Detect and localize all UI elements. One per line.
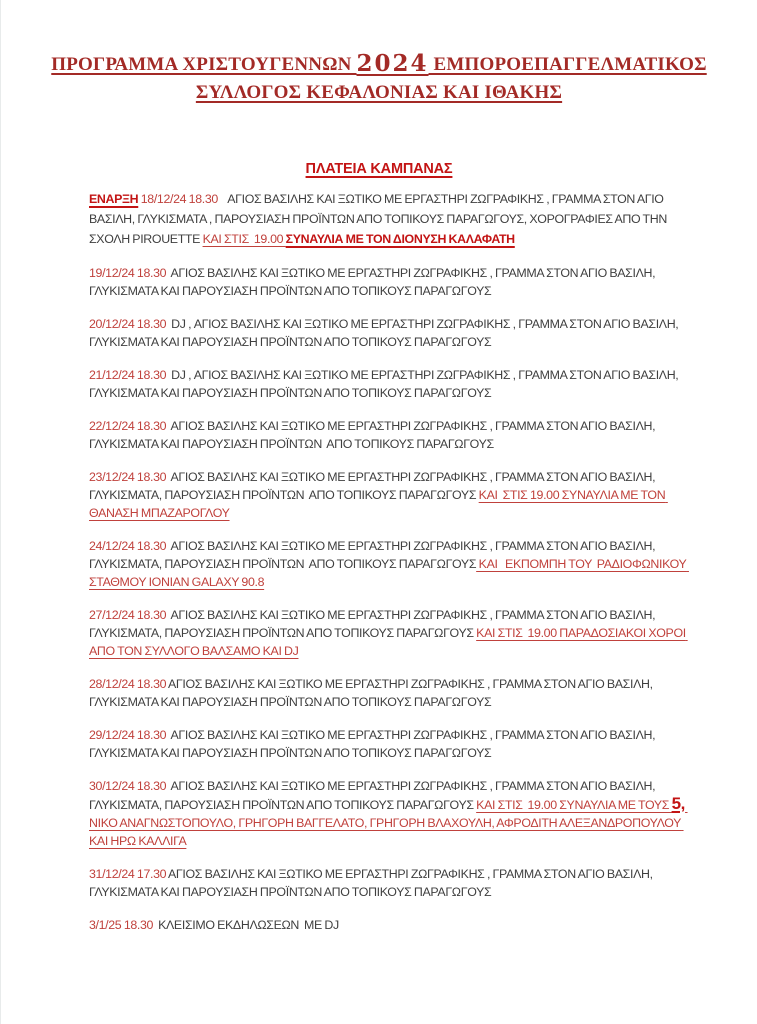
entry-description: ΑΓΙΟΣ ΒΑΣΙΛΗΣ ΚΑΙ ΞΩΤΙΚΟ ΜΕ ΕΡΓΑΣΤΗΡΙ ΖΩΓΡΑΦΙΚΗΣ , ΓΡΑΜΜΑ ΣΤΟΝ ΑΓΙΟ ΒΑΣΙΛΗ, ΓΛΥΚΙΣΜΑΤΑ, ΠΑΡΟΥΣΙΑΣΗ ΠΡΟΪΝΤΩΝ ΑΠΟ ΤΟΠΙΚΟΥΣ ΠΑΡΑΓΩΓΟΥΣ <box>89 608 658 640</box>
entry-datetime: 30/12/24 18.30 <box>89 779 167 793</box>
title-text-pre: ΠΡΟΓΡΑΜΜΑ ΧΡΙΣΤΟΥΓΕΝΝΩΝ <box>51 54 357 75</box>
entry-description: ΑΓΙΟΣ ΒΑΣΙΛΗΣ ΚΑΙ ΞΩΤΙΚΟ ΜΕ ΕΡΓΑΣΤΗΡΙ ΖΩΓΡΑΦΙΚΗΣ , ΓΡΑΜΜΑ ΣΤΟΝ ΑΓΙΟ ΒΑΣΙΛΗ, ΓΛΥΚΙΣΜΑΤΑ ΚΑΙ ΠΑΡΟΥΣΙΑΣΗ ΠΡΟΪΝΤΩΝ ΑΠΟ ΤΟΠΙΚΟΥΣ ΠΑΡΑΓΩΓΟΥΣ <box>89 728 658 760</box>
entry-datetime: 27/12/24 18.30 <box>89 608 167 622</box>
entry-datetime: 20/12/24 18.30 <box>89 317 167 331</box>
schedule-entry <box>89 675 701 711</box>
schedule-entry <box>89 537 701 591</box>
entry-datetime: 22/12/24 18.30 <box>89 419 167 433</box>
entry-highlight: ΚΑΙ ΣΤΙΣ 19.00 <box>202 232 286 246</box>
title-year: 2024 <box>356 50 429 77</box>
entry-description: DJ , ΑΓΙΟΣ ΒΑΣΙΛΗΣ ΚΑΙ ΞΩΤΙΚΟ ΜΕ ΕΡΓΑΣΤΗΡΙ ΖΩΓΡΑΦΙΚΗΣ , ΓΡΑΜΜΑ ΣΤΟΝ ΑΓΙΟ ΒΑΣΙΛΗ, ΓΛΥΚΙΣΜΑΤΑ ΚΑΙ ΠΑΡΟΥΣΙΑΣΗ ΠΡΟΪΝΤΩΝ ΑΠΟ ΤΟΠΙΚΟΥΣ ΠΑΡΑΓΩΓΟΥΣ <box>89 317 681 349</box>
entry-datetime: 23/12/24 18.30 <box>89 470 167 484</box>
entry-description: ΑΓΙΟΣ ΒΑΣΙΛΗΣ ΚΑΙ ΞΩΤΙΚΟ ΜΕ ΕΡΓΑΣΤΗΡΙ ΖΩΓΡΑΦΙΚΗΣ , ΓΡΑΜΜΑ ΣΤΟΝ ΑΓΙΟ ΒΑΣΙΛΗ, ΓΛΥΚΙΣΜΑΤΑ, ΠΑΡΟΥΣΙΑΣΗ ΠΡΟΪΝΤΩΝ ΑΠΟ ΤΟΠΙΚΟΥΣ ΠΑΡΑΓΩΓΟΥΣ <box>89 539 658 571</box>
entry-description: ΚΛΕΙΣΙΜΟ ΕΚΔΗΛΩΣΕΩΝ ΜΕ DJ <box>153 918 339 932</box>
entry-datetime: 3/1/25 18.30 <box>89 918 154 932</box>
entry-datetime: 28/12/24 18.30 <box>89 677 167 691</box>
schedule-entry <box>89 606 701 660</box>
entry-highlight: ΚΑΙ ΣΤΙΣ 19.00 ΣΥΝΑΥΛΙΑ ΜΕ ΤΟΝ ΘΑΝΑΣΗ ΜΠΑΖΑΡΟΓΛΟΥ <box>89 488 668 520</box>
entry-description: ΑΓΙΟΣ ΒΑΣΙΛΗΣ ΚΑΙ ΞΩΤΙΚΟ ΜΕ ΕΡΓΑΣΤΗΡΙ ΖΩΓΡΑΦΙΚΗΣ , ΓΡΑΜΜΑ ΣΤΟΝ ΑΓΙΟ ΒΑΣΙΛΗ, ΓΛΥΚΙΣΜΑΤΑ , ΠΑΡΟΥΣΙΑΣΗ ΠΡΟΪΝΤΩΝ ΑΠΟ ΤΟΠΙΚΟΥΣ ΠΑΡΑΓΩΓΟΥΣ, ΧΟΡΟΓΡΑΦΙΕΣ ΑΠΟ ΤΗΝ ΣΧΟΛΗ PIROUETTE <box>89 192 670 246</box>
schedule-entry <box>89 189 701 249</box>
document-title <box>1 0 757 107</box>
schedule-entry <box>89 468 701 522</box>
schedule-entry <box>89 865 701 901</box>
title-text-line2: ΣΥΛΛΟΓΟΣ ΚΕΦΑΛΟΝΙΑΣ ΚΑΙ ΙΘΑΚΗΣ <box>195 82 563 103</box>
section-heading <box>1 161 757 177</box>
entry-datetime: 19/12/24 18.30 <box>89 266 167 280</box>
entry-datetime: 24/12/24 18.30 <box>89 539 167 553</box>
document-title-line1 <box>1 50 757 79</box>
schedule-entry <box>89 264 701 300</box>
entry-highlight: ΝΙΚΟ ΑΝΑΓΝΩΣΤΟΠΟΥΛΟ, ΓΡΗΓΟΡΗ ΒΑΓΓΕΛΑΤΟ, ΓΡΗΓΟΡΗ ΒΛΑΧΟΥΛΗ, ΑΦΡΟΔΙΤΗ ΑΛΕΞΑΝΔΡΟΠΟΥΛΟΥ ΚΑΙ ΗΡΩ ΚΑΛΛΙΓΑ <box>89 798 688 848</box>
entry-highlight-number: 5, <box>671 794 686 813</box>
entry-description: ΑΓΙΟΣ ΒΑΣΙΛΗΣ ΚΑΙ ΞΩΤΙΚΟ ΜΕ ΕΡΓΑΣΤΗΡΙ ΖΩΓΡΑΦΙΚΗΣ , ΓΡΑΜΜΑ ΣΤΟΝ ΑΓΙΟ ΒΑΣΙΛΗ, ΓΛΥΚΙΣΜΑΤΑ, ΠΑΡΟΥΣΙΑΣΗ ΠΡΟΪΝΤΩΝ ΑΠΟ ΤΟΠΙΚΟΥΣ ΠΑΡΑΓΩΓΟΥΣ <box>89 779 658 812</box>
section-heading-label: ΠΛΑΤΕΙΑ ΚΑΜΠΑΝΑΣ <box>305 161 453 177</box>
schedule-entry <box>89 916 701 934</box>
schedule-entry <box>89 366 701 402</box>
entry-highlight: ΣΥΝΑΥΛΙΑ ΜΕ ΤΟΥΣ <box>559 798 672 812</box>
entry-datetime: 29/12/24 18.30 <box>89 728 167 742</box>
entry-description: ΑΓΙΟΣ ΒΑΣΙΛΗΣ ΚΑΙ ΞΩΤΙΚΟ ΜΕ ΕΡΓΑΣΤΗΡΙ ΖΩΓΡΑΦΙΚΗΣ , ΓΡΑΜΜΑ ΣΤΟΝ ΑΓΙΟ ΒΑΣΙΛΗ, ΓΛΥΚΙΣΜΑΤΑ, ΠΑΡΟΥΣΙΑΣΗ ΠΡΟΪΝΤΩΝ ΑΠΟ ΤΟΠΙΚΟΥΣ ΠΑΡΑΓΩΓΟΥΣ <box>89 470 658 502</box>
entry-description: ΑΓΙΟΣ ΒΑΣΙΛΗΣ ΚΑΙ ΞΩΤΙΚΟ ΜΕ ΕΡΓΑΣΤΗΡΙ ΖΩΓΡΑΦΙΚΗΣ , ΓΡΑΜΜΑ ΣΤΟΝ ΑΓΙΟ ΒΑΣΙΛΗ, ΓΛΥΚΙΣΜΑΤΑ ΚΑΙ ΠΑΡΟΥΣΙΑΣΗ ΠΡΟΪΝΤΩΝ ΑΠΟ ΤΟΠΙΚΟΥΣ ΠΑΡΑΓΩΓΟΥΣ <box>89 419 658 451</box>
schedule-entry <box>89 315 701 351</box>
schedule-entry <box>89 726 701 762</box>
entry-description: ΑΓΙΟΣ ΒΑΣΙΛΗΣ ΚΑΙ ΞΩΤΙΚΟ ΜΕ ΕΡΓΑΣΤΗΡΙ ΖΩΓΡΑΦΙΚΗΣ , ΓΡΑΜΜΑ ΣΤΟΝ ΑΓΙΟ ΒΑΣΙΛΗ, ΓΛΥΚΙΣΜΑΤΑ ΚΑΙ ΠΑΡΟΥΣΙΑΣΗ ΠΡΟΪΝΤΩΝ ΑΠΟ ΤΟΠΙΚΟΥΣ ΠΑΡΑΓΩΓΟΥΣ <box>89 677 656 709</box>
title-text-post: ΕΜΠΟΡΟΕΠΑΓΓΕΛΜΑΤΙΚΟΣ <box>428 54 707 75</box>
schedule-entries <box>89 189 701 934</box>
entry-datetime: 18/12/24 18.30 <box>138 192 218 206</box>
entry-highlight: ΚΑΙ ΣΤΙΣ 19.00 <box>476 798 560 812</box>
schedule-entry <box>89 417 701 453</box>
schedule-entry <box>89 777 701 850</box>
entry-description: DJ , ΑΓΙΟΣ ΒΑΣΙΛΗΣ ΚΑΙ ΞΩΤΙΚΟ ΜΕ ΕΡΓΑΣΤΗΡΙ ΖΩΓΡΑΦΙΚΗΣ , ΓΡΑΜΜΑ ΣΤΟΝ ΑΓΙΟ ΒΑΣΙΛΗ, ΓΛΥΚΙΣΜΑΤΑ ΚΑΙ ΠΑΡΟΥΣΙΑΣΗ ΠΡΟΪΝΤΩΝ ΑΠΟ ΤΟΠΙΚΟΥΣ ΠΑΡΑΓΩΓΟΥΣ <box>89 368 681 400</box>
entry-highlight-strong: ΣΥΝΑΥΛΙΑ ΜΕ ΤΟΝ ΔΙΟΝΥΣΗ ΚΑΛΑΦΑΤΗ <box>285 232 515 246</box>
entry-highlight: ΚΑΙ ΣΤΙΣ 19.00 ΠΑΡΑΔΟΣΙΑΚΟΙ ΧΟΡΟΙ ΑΠΟ ΤΟΝ ΣΥΛΛΟΓΟ ΒΑΛΣΑΜΟ ΚΑΙ DJ <box>89 626 688 658</box>
entry-highlight-strong: ΕΝΑΡΞΗ <box>89 192 139 206</box>
entry-description: ΑΓΙΟΣ ΒΑΣΙΛΗΣ ΚΑΙ ΞΩΤΙΚΟ ΜΕ ΕΡΓΑΣΤΗΡΙ ΖΩΓΡΑΦΙΚΗΣ , ΓΡΑΜΜΑ ΣΤΟΝ ΑΓΙΟ ΒΑΣΙΛΗ, ΓΛΥΚΙΣΜΑΤΑ ΚΑΙ ΠΑΡΟΥΣΙΑΣΗ ΠΡΟΪΝΤΩΝ ΑΠΟ ΤΟΠΙΚΟΥΣ ΠΑΡΑΓΩΓΟΥΣ <box>89 266 658 298</box>
entry-datetime: 31/12/24 17.30 <box>89 867 167 881</box>
entry-description: ΑΓΙΟΣ ΒΑΣΙΛΗΣ ΚΑΙ ΞΩΤΙΚΟ ΜΕ ΕΡΓΑΣΤΗΡΙ ΖΩΓΡΑΦΙΚΗΣ , ΓΡΑΜΜΑ ΣΤΟΝ ΑΓΙΟ ΒΑΣΙΛΗ, ΓΛΥΚΙΣΜΑΤΑ ΚΑΙ ΠΑΡΟΥΣΙΑΣΗ ΠΡΟΪΝΤΩΝ ΑΠΟ ΤΟΠΙΚΟΥΣ ΠΑΡΑΓΩΓΟΥΣ <box>89 867 656 899</box>
entry-highlight: ΚΑΙ ΕΚΠΟΜΠΗ ΤΟΥ ΡΑΔΙΟΦΩΝΙΚΟΥ ΣΤΑΘΜΟΥ IONIAN GALAXY 90.8 <box>89 557 689 589</box>
entry-datetime: 21/12/24 18.30 <box>89 368 167 382</box>
document-title-line2 <box>1 79 757 107</box>
